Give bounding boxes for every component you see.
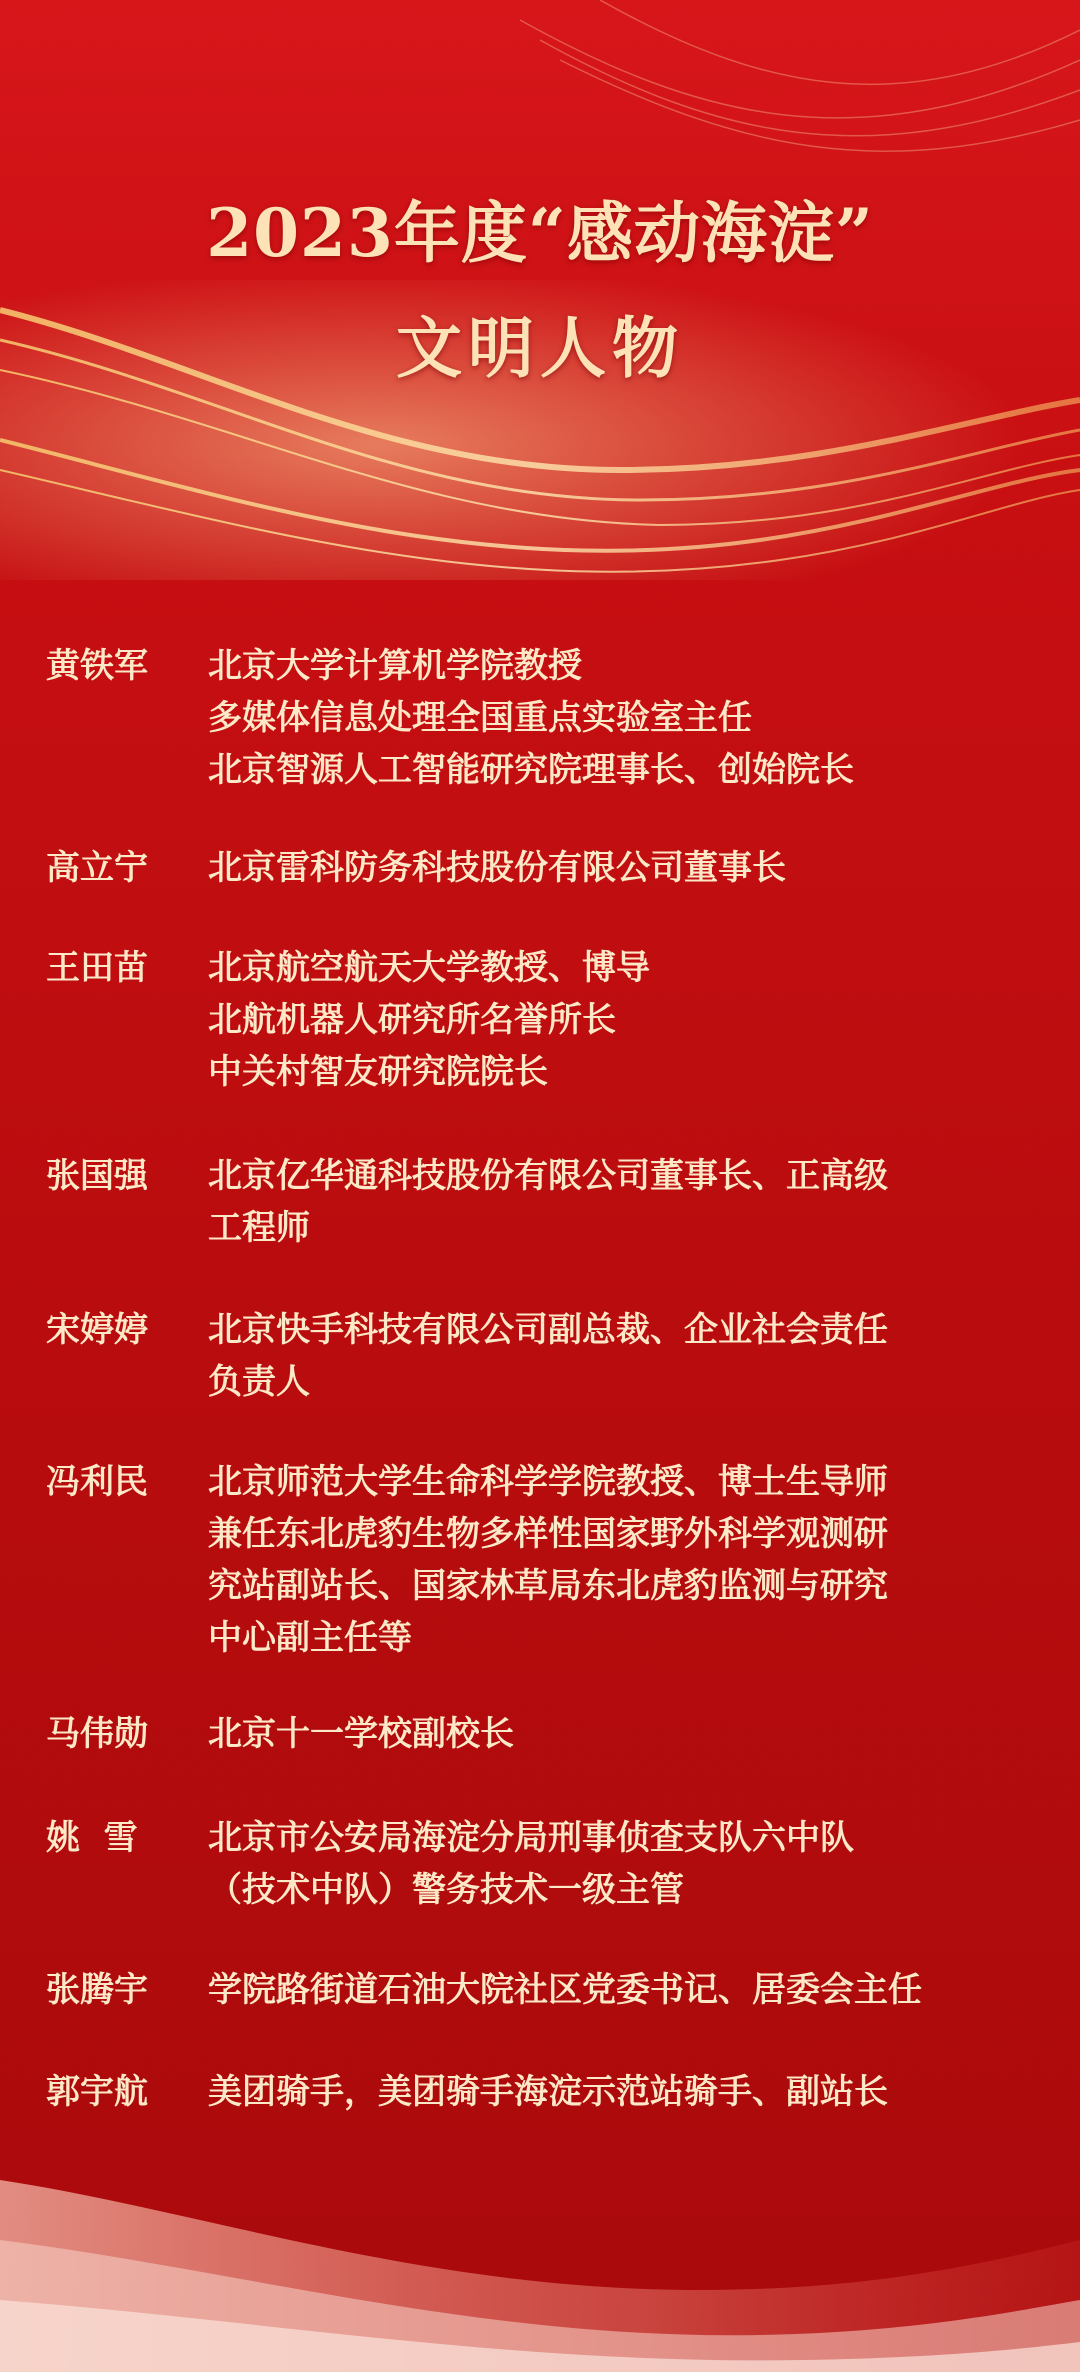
description-line: 北航机器人研究所名誉所长 (208, 1000, 616, 1040)
description-line: 多媒体信息处理全国重点实验室主任 (208, 698, 752, 738)
honoree-name: 王田苗 (46, 948, 148, 988)
description-line: 兼任东北虎豹生物多样性国家野外科学观测研 (208, 1514, 888, 1554)
description-line: 中心副主任等 (208, 1618, 412, 1658)
honoree-name: 高立宁 (46, 848, 148, 888)
description-line: 北京雷科防务科技股份有限公司董事长 (208, 848, 786, 888)
description-line: 北京航空航天大学教授、博导 (208, 948, 650, 988)
page-title-line-1: 2023年度“感动海淀” (206, 194, 874, 272)
honoree-name: 马伟勋 (46, 1714, 148, 1754)
honoree-name: 张国强 (46, 1156, 148, 1196)
honoree-name: 姚 雪 (46, 1818, 138, 1858)
honoree-name: 郭宇航 (46, 2072, 148, 2112)
honoree-description (208, 1304, 1080, 1408)
honoree-description (208, 942, 1080, 1098)
honoree-description (208, 1708, 1080, 1760)
description-line: 负责人 (208, 1362, 310, 1402)
description-line: 美团骑手，美团骑手海淀示范站骑手、副站长 (208, 2072, 888, 2112)
description-line: 北京师范大学生命科学学院教授、博士生导师 (208, 1462, 888, 1502)
description-line: 北京亿华通科技股份有限公司董事长、正高级 (208, 1156, 888, 1196)
honoree-name: 冯利民 (46, 1462, 148, 1502)
honoree-description (208, 2066, 1080, 2118)
honoree-name: 黄铁军 (46, 646, 148, 686)
honoree-name: 张腾宇 (46, 1970, 148, 2010)
honoree-description (208, 1456, 1080, 1664)
description-line: 工程师 (208, 1208, 310, 1248)
honoree-description (208, 842, 1080, 894)
page-title-line-2: 文明人物 (396, 309, 684, 387)
description-line: 北京智源人工智能研究院理事长、创始院长 (208, 750, 854, 790)
description-line: 中关村智友研究院院长 (208, 1052, 548, 1092)
honoree-description (208, 1964, 1080, 2016)
description-line: （技术中队）警务技术一级主管 (208, 1870, 684, 1910)
description-line: 北京大学计算机学院教授 (208, 646, 582, 686)
description-line: 究站副站长、国家林草局东北虎豹监测与研究 (208, 1566, 888, 1606)
honoree-description (208, 640, 1080, 796)
description-line: 学院路街道石油大院社区党委书记、居委会主任 (208, 1970, 922, 2010)
description-line: 北京市公安局海淀分局刑事侦查支队六中队 (208, 1818, 854, 1858)
decorative-bottom-wave (0, 2120, 1080, 2372)
honoree-name: 宋婷婷 (46, 1310, 148, 1350)
description-line: 北京十一学校副校长 (208, 1714, 514, 1754)
honoree-description (208, 1150, 1080, 1254)
description-line: 北京快手科技有限公司副总裁、企业社会责任 (208, 1310, 888, 1350)
honoree-description (208, 1812, 1080, 1916)
